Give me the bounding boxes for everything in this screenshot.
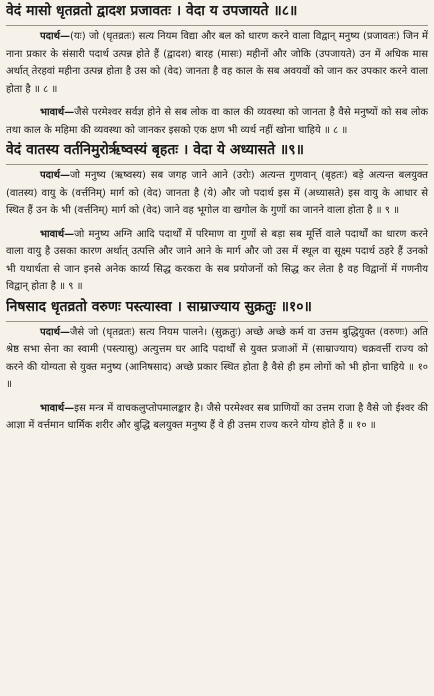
divider: [6, 164, 428, 165]
padartha-9: [6, 167, 428, 220]
padartha-text: जैसे जो (धृतव्रतः) सत्य नियम पालने। (सुक्रतुः) अच्छे अच्छे कर्म वा उत्तम बुद्धियुक्त (वरुणः) अति श्रेष्ठ सभा सेना का स्वामी (पस्त्यासु) अत्युत्तम घर आदि पदार्थों से युक्त प्रजाओं में (साम्राज्याय) चक्रवर्त्ती राज्य को करने की योग्यता से युक्त मनुष्य (आनिषसाद) अच्छे प्रकार स्थित होता है वैसे ही हम लोगों को भी होना चाहिये ॥ १० ॥: [6, 326, 428, 390]
divider: [6, 321, 428, 322]
bhavartha-text: इस मन्त्र में वाचकलुप्तोपमालङ्कार है। जैसे परमेश्वर सब प्राणियों का उत्तम राजा है वैसे जो ईश्वर की आज्ञा में वर्त्तमान धार्मिक शरीर और बुद्धि बलयुक्त मनुष्य हैं वे ही उत्तम राज्य करने योग्य होते हैं ॥ १० ॥: [6, 402, 428, 431]
bhavartha-10: [6, 400, 428, 435]
mantra-10: निषसाद धृतव्रतो वरुणः पस्त्यास्वा । साम्राज्याय सुक्रतुः ॥१०॥: [6, 298, 312, 315]
padartha-text: जो मनुष्य (ऋष्वस्य) सब जगह जाने आने (उरोः) अत्यन्त गुणवान् (बृहतः) बड़े अत्यन्त बलयुक्त (वातस्य) वायु के (वर्त्तनिम्) मार्ग को (वेद) जानता है (ये) और जो पदार्थ इस में (अध्यासते) इस वायु के आधार से स्थित हैं उन के भी (वर्त्तनिम्) मार्ग को (वेद) जाने वह भूगोल वा खगोल के गुणों का जानने वाला होता है ॥ ९ ॥: [6, 170, 428, 216]
padartha-text: (यः) जो (धृतव्रतः) सत्य नियम विद्या और बल को धारण करने वाला विद्वान् मनुष्य (प्रजावतः) जिन में नाना प्रकार के संसारी पदार्थ उत्पन्न होते हैं (द्वादश) बारह (मासः) महीनों और जोकि (उपजायते) उन में अधिक मास अर्थात् तेरहवां महीना उत्पन्न होता है उस को (वेद) जानता है वह काल के सब अवयवों को जान कर उपकार करने वाला होता है ॥ ८ ॥: [6, 31, 428, 95]
padartha-8: [6, 28, 428, 98]
bhavartha-label: भावार्थ—: [40, 402, 75, 414]
padartha-label: पदार्थ—: [40, 170, 70, 181]
padartha-10: [6, 324, 428, 394]
bhavartha-label: भावार्थ—: [40, 228, 75, 240]
bhavartha-9: [6, 226, 428, 296]
divider: [6, 25, 428, 26]
bhavartha-label: भावार्थ—: [40, 107, 75, 118]
mantra-8: वेदं मासो धृतव्रतो द्वादश प्रजावतः । वेदा य उपजायते ॥८॥: [6, 3, 298, 19]
padartha-label: पदार्थ—: [40, 31, 70, 42]
bhavartha-8: [6, 104, 428, 139]
bhavartha-text: जो मनुष्य अग्नि आदि पदार्थों में परिमाण वा गुणों से बड़ा सब मूर्त्ति वाले पदार्थों का धारण करने वाला वायु है उसका कारण अर्थात् उत्पत्ति और जाने आने के मार्ग और जो उस में स्थूल वा सूक्ष्म पदार्थ ठहरे हैं उनको भी यथार्थता से जान इनसे अनेक कार्य्य सिद्ध करकरा के सब प्रयोजनों को सिद्ध कर लेता है वह विद्वानों में गणनीय विद्वान् होता है ॥ ९ ॥: [6, 228, 428, 292]
mantra-9: वेदं वातस्य वर्तनिमुरोर्ऋष्वस्यं बृहतः । वेदा ये अध्यासते ॥९॥: [6, 142, 304, 158]
padartha-label: पदार्थ—: [40, 326, 70, 338]
bhavartha-text: जैसे परमेश्वर सर्वज्ञ होने से सब लोक वा काल की व्यवस्था को जानता है वैसे मनुष्यों को सब लोक तथा काल के महिमा की व्यवस्था को जानकर इसको एक क्षण भी व्यर्थ नहीं खोना चाहिये ॥ ८ ॥: [6, 107, 428, 136]
